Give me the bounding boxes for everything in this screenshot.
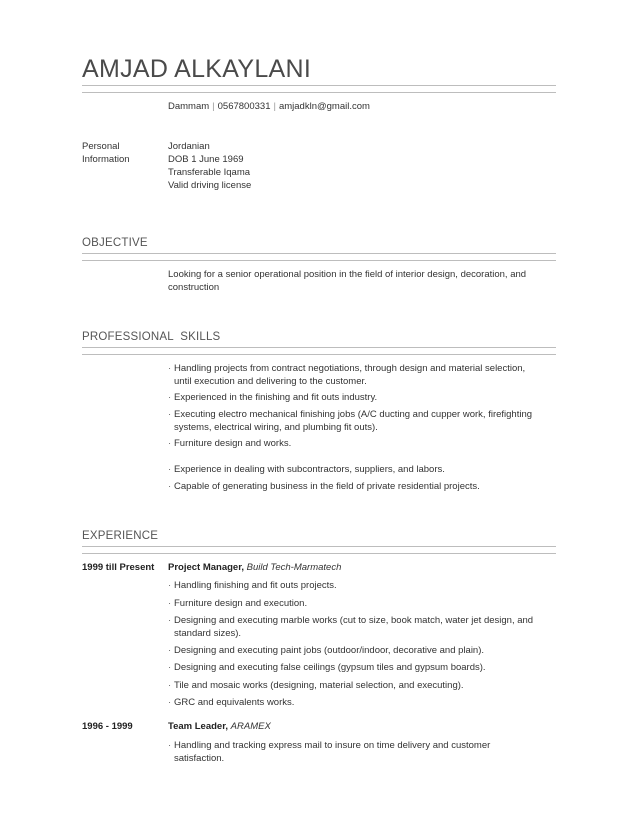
skill-bullet <box>168 363 538 388</box>
objective-divider-bottom <box>82 260 556 261</box>
job-bullet <box>168 680 538 693</box>
job-bullet-line: Furniture design and execution. <box>174 598 308 609</box>
job-bullet-line: Designing and executing marble works (cut to size, book match, water jet design, and <box>174 615 534 626</box>
job-bullet-line: Handling and tracking express mail to insure on time delivery and customer <box>174 740 491 751</box>
contact-line <box>168 101 370 112</box>
skill-line: Furniture design and works. <box>174 438 292 449</box>
job-role: Project Manager, <box>168 562 245 573</box>
skills-heading: PROFESSIONAL SKILLS <box>82 331 221 343</box>
job-bullet-line: Tile and mosaic works (designing, material selection, and executing). <box>174 680 464 691</box>
objective-heading: OBJECTIVE <box>82 237 148 249</box>
job-bullet-line: Handling finishing and fit outs projects. <box>174 580 337 591</box>
objective-divider-top <box>82 253 556 254</box>
job-bullet-line: GRC and equivalents works. <box>174 697 295 708</box>
personal-info-item: Transferable Iqama <box>168 167 251 178</box>
job-bullet-line: Designing and executing false ceilings (gypsum tiles and gypsum boards). <box>174 662 486 673</box>
bullet-dot: · <box>168 464 172 475</box>
skill-line: Executing electro mechanical finishing jobs (A/C ducting and cupper work, firefighting <box>174 409 533 420</box>
job-bullet-line: standard sizes). <box>174 627 242 639</box>
bullet-dot: · <box>168 697 172 708</box>
job-bullet <box>168 598 538 611</box>
skill-bullet <box>168 481 538 494</box>
job-bullet <box>168 697 538 710</box>
bullet-dot: · <box>168 645 172 656</box>
skill-line: systems, electrical wiring, and plumbing fit outs). <box>174 421 378 433</box>
bullet-dot: · <box>168 680 172 691</box>
contact-city: Dammam <box>168 101 210 112</box>
job-bullet-line: Designing and executing paint jobs (outdoor/indoor, decorative and plain). <box>174 645 485 656</box>
skill-bullet <box>168 464 538 477</box>
contact-separator: | <box>273 101 276 112</box>
skill-line: Experienced in the finishing and fit outs industry. <box>174 392 378 403</box>
contact-phone: 0567800331 <box>217 101 271 112</box>
experience-divider-top <box>82 546 556 547</box>
skill-line: Capable of generating business in the field of private residential projects. <box>174 481 480 492</box>
objective-line: construction <box>168 281 220 293</box>
job-role: Team Leader, <box>168 721 229 732</box>
header-divider-bottom <box>82 92 556 93</box>
job-bullet <box>168 615 538 640</box>
bullet-dot: · <box>168 363 172 374</box>
job-company: ARAMEX <box>230 721 271 732</box>
objective-line: Looking for a senior operational position in the field of interior design, decoration, and <box>168 269 527 280</box>
job-title <box>168 562 341 573</box>
personal-label-line: Information <box>82 154 130 165</box>
contact-email: amjadkln@gmail.com <box>278 101 370 112</box>
skill-line: Experience in dealing with subcontractors, suppliers, and labors. <box>174 464 445 475</box>
job-dates: 1996 - 1999 <box>82 721 133 732</box>
personal-info-item: Valid driving license <box>168 180 252 191</box>
skill-bullet <box>168 392 538 405</box>
bullet-dot: · <box>168 392 172 403</box>
job-dates: 1999 till Present <box>82 562 155 573</box>
contact-separator: | <box>212 101 215 112</box>
personal-info-item: DOB 1 June 1969 <box>168 154 244 165</box>
job-bullet <box>168 645 538 658</box>
bullet-dot: · <box>168 740 172 751</box>
job-company: Build Tech-Marmatech <box>246 562 342 573</box>
objective-text <box>168 269 538 294</box>
skills-divider-bottom <box>82 354 556 355</box>
skill-bullet <box>168 409 538 434</box>
candidate-name: AMJAD ALKAYLANI <box>82 55 312 83</box>
personal-label-line: Personal <box>82 141 120 152</box>
skill-line: until execution and delivering to the customer. <box>174 375 367 387</box>
bullet-dot: · <box>168 662 172 673</box>
bullet-dot: · <box>168 580 172 591</box>
personal-info-label <box>82 140 130 166</box>
job-bullet <box>168 740 538 765</box>
bullet-dot: · <box>168 409 172 420</box>
skills-divider-top <box>82 347 556 348</box>
skill-bullet <box>168 438 538 451</box>
experience-heading: EXPERIENCE <box>82 530 159 542</box>
job-bullet-line: satisfaction. <box>174 752 225 764</box>
skill-line: Handling projects from contract negotiations, through design and material selection, <box>174 363 526 374</box>
bullet-dot: · <box>168 615 172 626</box>
personal-info-list <box>168 140 251 192</box>
bullet-dot: · <box>168 438 172 449</box>
experience-divider-bottom <box>82 553 556 554</box>
job-title <box>168 721 271 732</box>
bullet-dot: · <box>168 598 172 609</box>
bullet-dot: · <box>168 481 172 492</box>
job-bullet <box>168 662 538 675</box>
job-bullet <box>168 580 538 593</box>
header-divider-top <box>82 85 556 86</box>
personal-info-item: Jordanian <box>168 141 210 152</box>
